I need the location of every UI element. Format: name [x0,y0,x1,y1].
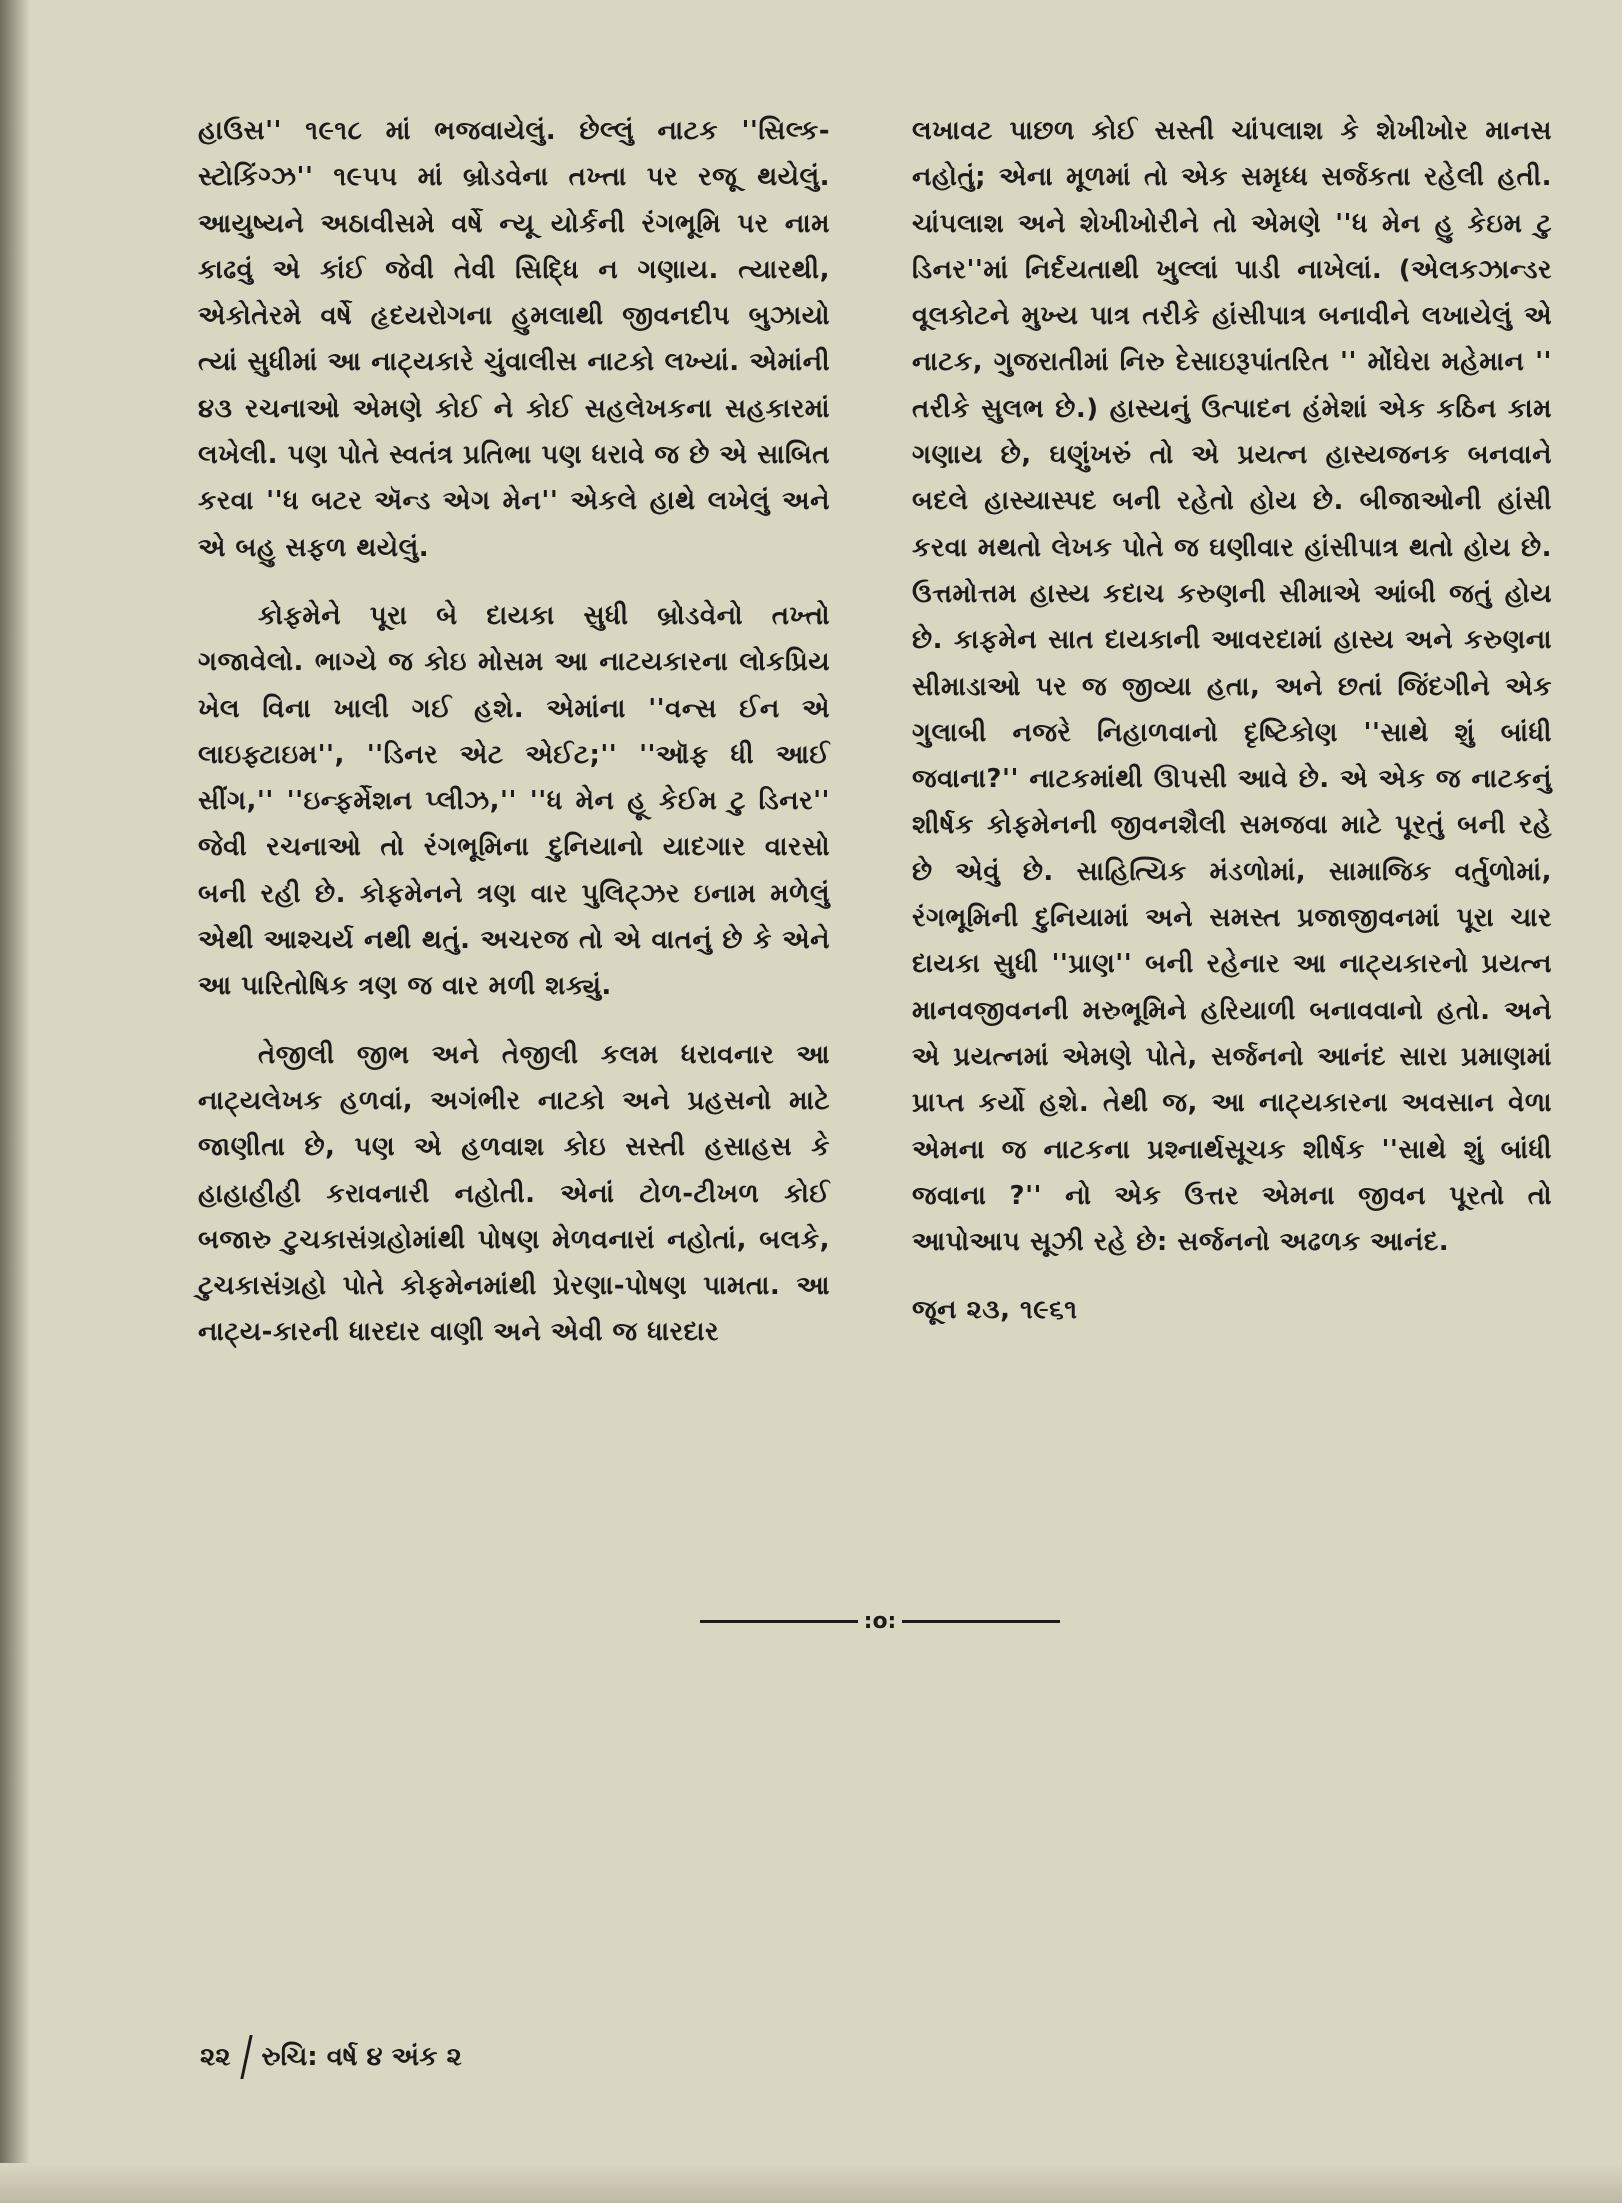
paragraph: લખાવટ પાછળ કોઈ સસ્તી ચાંપલાશ કે શેખીખોર માનસ નહોતું; એના મૂળમાં તો એક સમૃધ્ધ સર્જકતા રહેલી હતી. ચાંપલાશ અને શેખીખોરીને તો એમણે ''ધ મેન હુ કેઇમ ટુ ડિનર''માં નિર્દયતાથી ખુલ્લાં પાડી નાખેલાં. (એલકઝાન્ડર વૂલકોટને મુખ્ય પાત્ર તરીકે હાંસીપાત્ર બનાવીને લખાયેલું એ નાટક, ગુજરાતીમાં નિરુ દેસાઇરૂપાંતરિત '' મોંઘેરા મહેમાન '' તરીકે સુલભ છે.) હાસ્યનું ઉત્પાદન હંમેશાં એક કઠિન કામ ગણાય છે, ઘણુંખરું તો એ પ્રયત્ન હાસ્યજનક બનવાને બદલે હાસ્યાસ્પદ બની રહેતો હોય છે. બીજાઓની હાંસી કરવા મથતો લેખક પોતે જ ઘણીવાર હાંસીપાત્ર થતો હોય છે. ઉત્તમોત્તમ હાસ્ય કદાચ કરુણની સીમાએ આંબી જતું હોય છે. કાફમેન સાત દાયકાની આવરદામાં હાસ્ય અને કરુણના સીમાડાઓ પર જ જીવ્યા હતા, અને છતાં જિંદગીને એક ગુલાબી નજરે નિહાળવાનો દૃષ્ટિકોણ ''સાથે શું બાંધી જવાના?'' નાટકમાંથી ઊપસી આવે છે. એ એક જ નાટકનું શીર્ષક કોફમેનની જીવનશૈલી સમજવા માટે પૂરતું બની રહે છે એવું છે. સાહિત્યિક મંડળોમાં, સામાજિક વર્તુળોમાં, રંગભૂમિની દુનિયામાં અને સમસ્ત પ્રજાજીવનમાં પૂરા ચાર દાયકા સુધી ''પ્રાણ'' બની રહેનાર આ નાટ્યકારનો પ્રયત્ન માનવજીવનની મરુભૂમિને હરિયાળી બનાવવાનો હતો. અને એ પ્રયત્નમાં એમણે પોતે, સર્જનનો આનંદ સારા પ્રમાણમાં પ્રાપ્ત કર્યો હશે. તેથી જ, આ નાટ્યકારના અવસાન વેળા એમના જ નાટકના પ્રશ્નાર્થસૂચક શીર્ષક ''સાથે શું બાંધી જવાના ?'' નો એક ઉત્તર એમના જીવન પૂરતો તો આપોઆપ સૂઝી રહે છે: સર્જનનો અઢળક આનંદ. [912,116,1552,1258]
separator-rule-left [700,1620,858,1623]
separator-rule-right [902,1620,1060,1623]
paragraph: હાઉસ'' ૧૯૧૮ માં ભજવાયેલું. છેલ્લું નાટક ''સિલ્ક-સ્ટોકિંગ્ઝ'' ૧૯૫૫ માં બ્રોડવેના તખ્તા પર રજૂ થયેલું. આયુષ્યને અઠાવીસમે વર્ષે ન્યૂ યોર્કની રંગભૂમિ પર નામ કાઢવું એ કાંઈ જેવી તેવી સિદ્ધિ ન ગણાય. ત્યારથી, એકોતેરમે વર્ષે હૃદયરોગના હુમલાથી જીવનદીપ બુઝાયો ત્યાં સુધીમાં આ નાટ્યકારે ચુંવાલીસ નાટકો લખ્યાં. એમાંની ૪૩ રચનાઓ એમણે કોઈ ને કોઈ સહલેખકના સહકારમાં લખેલી. પણ પોતે સ્વતંત્ર પ્રતિભા પણ ધરાવે જ છે એ સાબિત કરવા ''ધ બટર ઍન્ડ એગ મેન'' એકલે હાથે લખેલું અને એ બહુ સફળ થયેલું. [198,116,830,563]
paragraph: કોફમેને પૂરા બે દાયકા સુધી બ્રોડવેનો તખ્તો ગજાવેલો. ભાગ્યે જ કોઇ મોસમ આ નાટયકારના લોકપ્રિય ખેલ વિના ખાલી ગઈ હશે. એમાંના ''વન્સ ઈન એ લાઇફ્ટાઇમ'', ''ડિનર એટ એઈટ;'' ''ઑફ ધી આઈ સીંગ,'' ''ઇન્ફર્મેશન પ્લીઝ,'' ''ધ મેન હૂ કેઈમ ટુ ડિનર'' જેવી રચનાઓ તો રંગભૂમિના દુનિયાનો યાદગાર વારસો બની રહી છે. કોફમેનને ત્રણ વાર પુલિટ્ઝર ઇનામ મળેલું એથી આશ્ચર્ય નથી થતું. અચરજ તો એ વાતનું છે કે એને આ પારિતોષિક ત્રણ જ વાર મળી શક્યું. [198,600,830,1002]
footer-divider [240,2035,252,2079]
dateline: જૂન ૨૩, ૧૯૬૧ [912,1295,1078,1326]
separator-mark: :o: [863,1608,897,1634]
paragraph: તેજીલી જીભ અને તેજીલી કલમ ધરાવનાર આ નાટ્યલેખક હળવાં, અગંભીર નાટકો અને પ્રહસનો માટે જાણીતા છે, પણ એ હળવાશ કોઇ સસ્તી હસાહસ કે હાહાહીહી કરાવનારી નહોતી. એનાં ટોળ-ટીખળ કોઈ બજારુ ટુચકાસંગ્રહોમાંથી પોષણ મેળવનારાં નહોતાં, બલકે, ટુચકાસંગ્રહો પોતે કોફમેનમાંથી પ્રેરણા-પોષણ પામતા. આ નાટ્ય-કારની ધારદાર વાણી અને એવી જ ધારદાર [198,1039,830,1348]
page-footer [200,2035,462,2079]
journal-issue: રુચિ: વર્ષ ૪ અંક ૨ [261,2041,462,2072]
page-bottom-edge [0,2163,1622,2203]
page-binding-shadow [0,0,30,2203]
section-separator [700,1606,1060,1636]
right-column [912,108,1552,1334]
left-column [198,108,830,1378]
page-number: ૨૨ [200,2041,231,2072]
